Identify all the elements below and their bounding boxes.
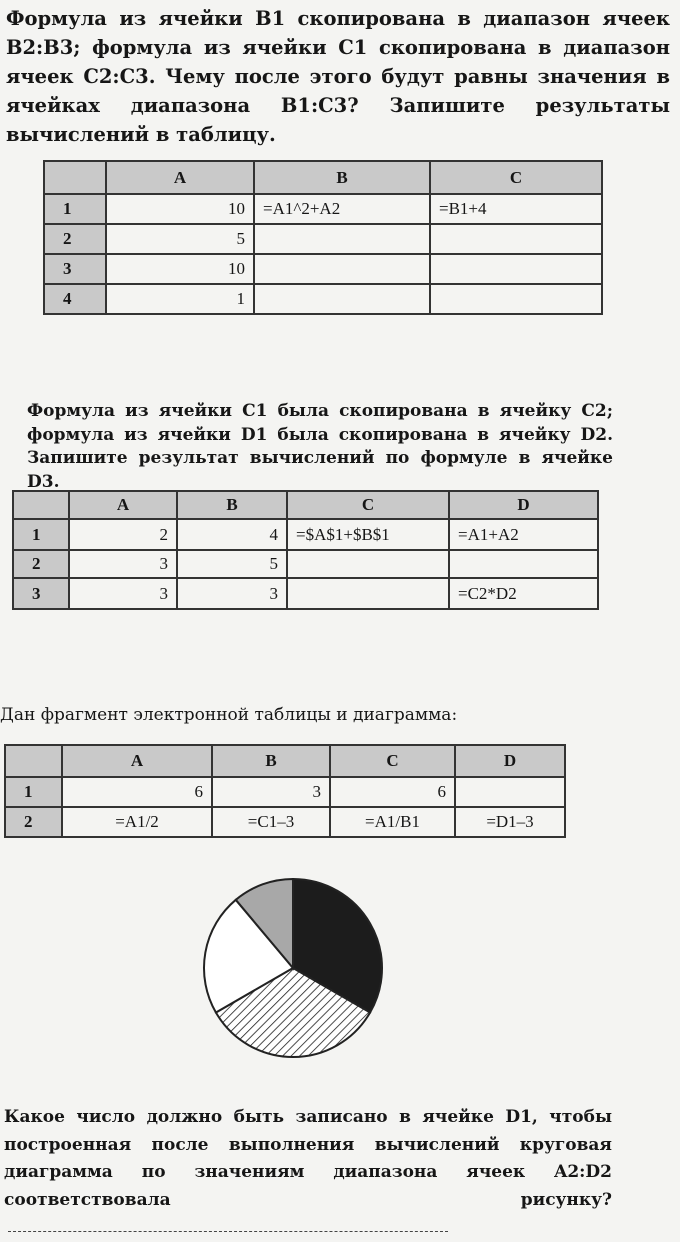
cell-B3 [254,254,430,284]
cell-A1: 2 [69,519,177,550]
cell-B1: 4 [177,519,287,550]
cell-C3 [430,254,602,284]
cell-D2: =D1–3 [455,807,565,837]
cell-C4 [430,284,602,314]
cell-A1: 6 [62,777,212,807]
row-header: 1 [5,777,62,807]
task3-question [4,1104,612,1242]
col-header: A [69,491,177,519]
row-header: 2 [5,807,62,837]
corner-cell [5,745,62,777]
col-header: D [449,491,598,519]
task2-text: Формула из ячейки C1 была скопирована в ячейку C2; формула из ячейки D1 была скопирована в ячейку D2. Запишите результат вычислений по формуле в ячейке D3. [27,401,613,492]
cell-A2: 5 [106,224,254,254]
cell-C2: =A1/B1 [330,807,455,837]
question-text: Какое число должно быть записано в ячейке D1, чтобы построенная после выполнения вычислений круговая диаграмма по значениям диапазона ячеек A2:D2 соответствовала рисунку? [4,1107,612,1210]
col-header: C [430,161,602,194]
cell-D3: =C2*D2 [449,578,598,609]
cell-D2 [449,550,598,578]
cell-B1: =A1^2+A2 [254,194,430,224]
cell-C1: =B1+4 [430,194,602,224]
cell-C1: =$A$1+$B$1 [287,519,449,550]
pie-diagram [200,875,386,1061]
cell-A4: 1 [106,284,254,314]
cell-C2 [430,224,602,254]
cell-B3: 3 [177,578,287,609]
row-header: 1 [13,519,69,550]
row-header: 3 [44,254,106,284]
col-header: C [330,745,455,777]
cell-B4 [254,284,430,314]
task3-table [4,744,566,838]
row-header: 1 [44,194,106,224]
cell-B2: 5 [177,550,287,578]
task1-text: Формула из ячейки B1 скопирована в диапазон ячеек B2:B3; формула из ячейки C1 скопирована в диапазон ячеек C2:C3. Чему после этого будут равны значения в ячейках диапазона B1:C3? Запишите результаты вычислений в таблицу. [6,7,670,146]
col-header: B [212,745,330,777]
cell-C2 [287,550,449,578]
cell-D1 [455,777,565,807]
cell-A1: 10 [106,194,254,224]
cell-D1: =A1+A2 [449,519,598,550]
cell-B1: 3 [212,777,330,807]
col-header: C [287,491,449,519]
cell-C3 [287,578,449,609]
corner-cell [44,161,106,194]
row-header: 3 [13,578,69,609]
answer-line[interactable] [8,1231,448,1232]
corner-cell [13,491,69,519]
cell-A3: 3 [69,578,177,609]
col-header: D [455,745,565,777]
task2-table [12,490,599,610]
row-header: 2 [44,224,106,254]
row-header: 2 [13,550,69,578]
task3-intro: Дан фрагмент электронной таблицы и диаграмма: [0,705,458,725]
cell-B2: =C1–3 [212,807,330,837]
task1-table [43,160,603,315]
col-header: A [106,161,254,194]
col-header: A [62,745,212,777]
cell-B2 [254,224,430,254]
row-header: 4 [44,284,106,314]
col-header: B [177,491,287,519]
col-header: B [254,161,430,194]
cell-A2: 3 [69,550,177,578]
cell-A3: 10 [106,254,254,284]
cell-A2: =A1/2 [62,807,212,837]
cell-C1: 6 [330,777,455,807]
